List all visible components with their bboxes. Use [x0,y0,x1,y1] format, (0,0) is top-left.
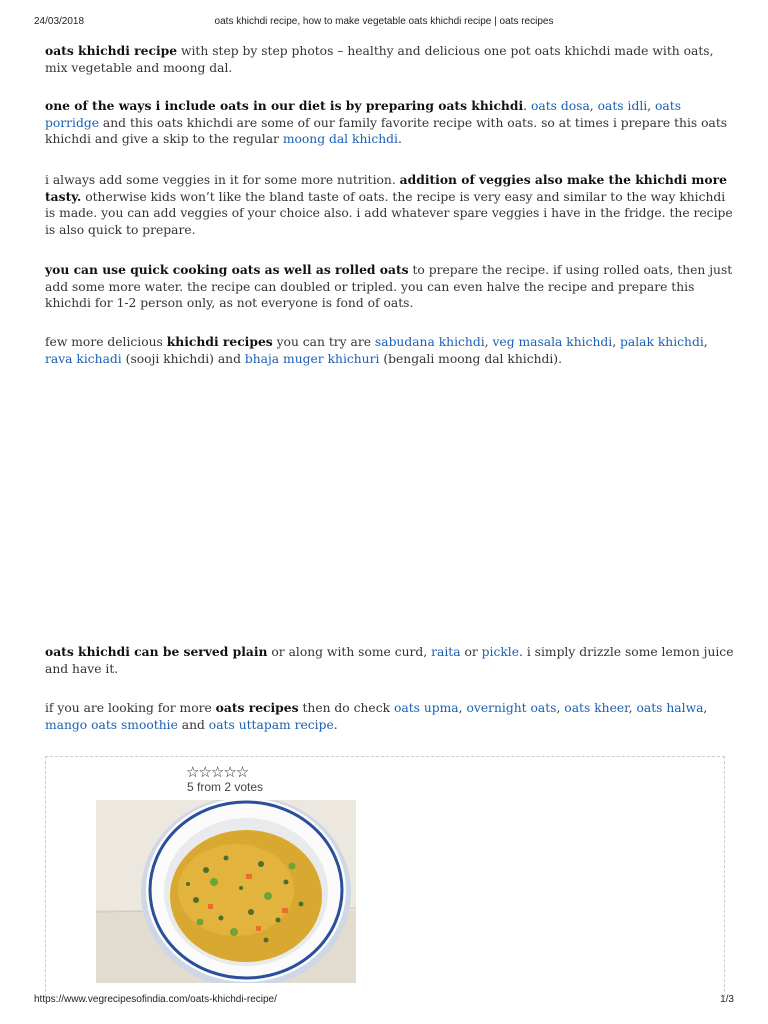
veggies-paragraph [45,172,735,238]
text-fragment: you can try are [272,335,375,349]
text-fragment: , [458,701,467,715]
intro-text: with step by step photos – healthy and delicious one pot oats khichdi made with oats, mix vegetable and moong dal. [45,44,714,75]
text-fragment: (bengali moong dal khichdi). [379,351,563,366]
oats-kheer-link[interactable]: oats kheer [564,701,629,715]
oats-upma-link[interactable]: oats upma [393,701,459,715]
text-fragment: , [703,335,708,349]
raita-link[interactable]: raita [431,645,461,659]
text-fragment: , [628,701,637,715]
oats-recipes-paragraph [45,700,735,733]
text-fragment: , [612,335,621,349]
mango-oats-smoothie-link[interactable]: mango oats smoothie [45,717,178,732]
star-rating[interactable]: ☆☆☆☆☆ [186,763,249,781]
text-fragment: , [556,701,565,715]
intro-paragraph [45,43,735,76]
overnight-oats-link[interactable]: overnight oats [466,701,557,715]
rava-kichadi-link[interactable]: rava kichadi [45,351,122,366]
text-fragment: , [703,701,708,715]
serving-paragraph [45,644,735,677]
oats-type-bold: you can use quick cooking oats as well as rolled oats [45,262,409,277]
oats-idli-link[interactable]: oats idli [597,99,648,113]
intro-bold: oats khichdi recipe [45,43,178,58]
oats-dosa-link[interactable]: oats dosa [530,99,590,113]
print-header [0,16,768,32]
pickle-link[interactable]: pickle [481,645,519,659]
oats-diet-paragraph [45,98,735,148]
oats-porridge-link[interactable]: oats porridge [45,99,682,130]
text-fragment: . [523,99,531,113]
oats-recipes-link[interactable] [216,701,299,715]
oats-diet-bold: one of the ways i include oats in our diet is by preparing oats khichdi [45,98,524,113]
print-title: oats khichdi recipe, how to make vegetable oats khichdi recipe | oats recipes [214,16,554,27]
text-fragment: otherwise kids won’t like the bland taste of oats. the recipe is very easy and similar to the way khichdi is made. you can add veggies of your choice also. i add whatever spare veggies i have in the fridge. the recipe is also quick to prepare. [45,189,733,237]
text-fragment: if you are looking for more [45,701,216,715]
text-fragment: , [589,99,598,113]
text-fragment: , [484,335,493,349]
recipe-photo [96,800,356,983]
text-fragment: and this oats khichdi are some of our family favorite recipe with oats. so at times i prepare this oats khichdi and give a skip to the regular [45,115,728,146]
text-fragment: then do check [298,701,394,715]
serving-bold: oats khichdi can be served plain [45,644,268,659]
khichdi-recipes-link-label: khichdi recipes [166,334,273,349]
text-fragment: or along with some curd, [267,645,432,659]
veg-masala-khichdi-link[interactable]: veg masala khichdi [492,335,613,349]
text-fragment: . i simply drizzle some lemon juice and have it. [45,645,734,676]
text-fragment: or [460,645,482,659]
page-number: 1/3 [720,994,734,1005]
veggies-bold: addition of veggies also make the khichdi more tasty. [45,172,727,204]
khichdi-recipes-link[interactable] [167,335,273,349]
print-date: 24/03/2018 [34,16,85,27]
rating-votes: 5 from 2 votes [186,780,264,794]
oats-halwa-link[interactable]: oats halwa [636,701,704,715]
print-footer [0,994,768,1010]
bhaja-muger-khichuri-link[interactable]: bhaja muger khichuri [244,351,380,366]
text-fragment: few more delicious [45,335,167,349]
text-fragment: i always add some veggies in it for some more nutrition. [45,173,400,187]
oats-uttapam-link[interactable]: oats uttapam recipe [208,717,334,732]
sabudana-khichdi-link[interactable]: sabudana khichdi [374,335,485,349]
print-url: https://www.vegrecipesofindia.com/oats-khichdi-recipe/ [34,994,277,1005]
khichdi-recipes-paragraph [45,334,735,367]
text-fragment: (sooji khichdi) and [121,351,245,366]
khichdi-bowl-image [96,800,356,983]
moong-dal-khichdi-link[interactable]: moong dal khichdi [282,132,398,146]
text-fragment: . [333,717,338,732]
oats-recipes-link-label: oats recipes [215,700,299,715]
text-fragment: and [177,717,209,732]
text-fragment: , [647,99,656,113]
text-fragment: . [397,132,402,146]
palak-khichdi-link[interactable]: palak khichdi [620,335,704,349]
text-fragment: to prepare the recipe. if using rolled oats, then just add some more water. the recipe can doubled or tripled. you can even halve the recipe and prepare this khichdi for 1-2 person only, as not everyone is fond of oats. [45,263,733,310]
oats-type-paragraph [45,262,735,312]
